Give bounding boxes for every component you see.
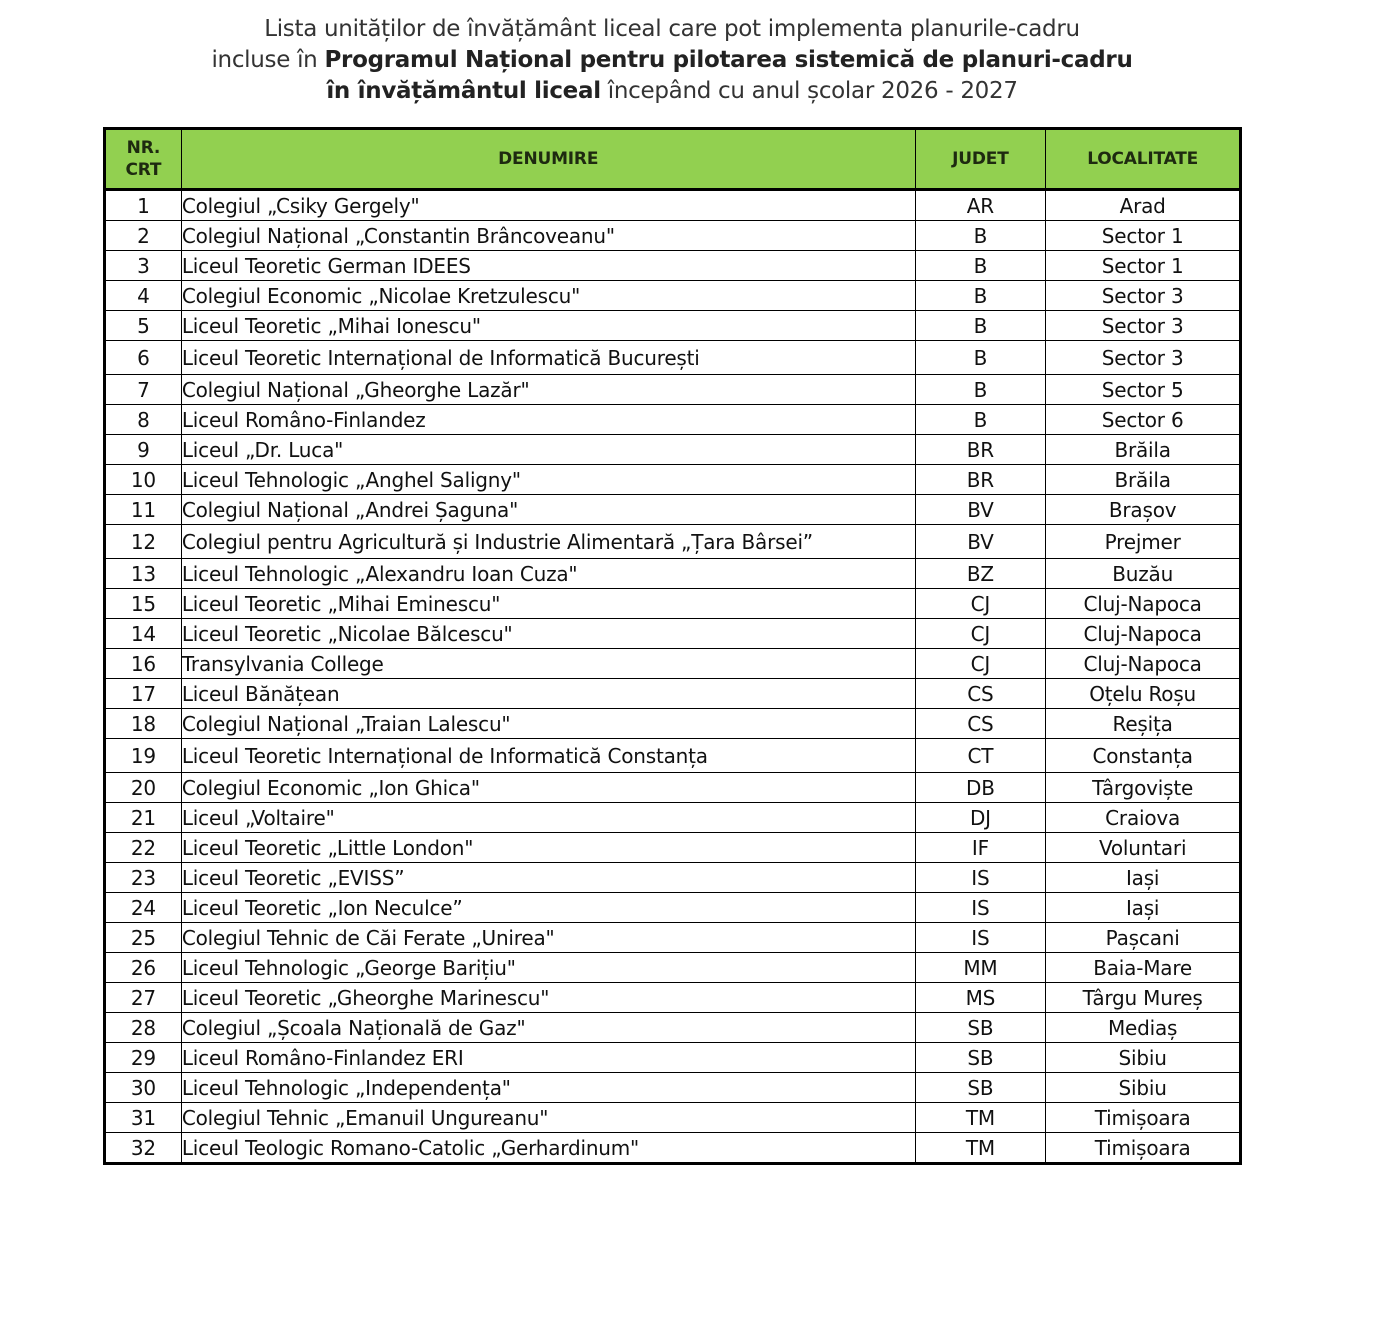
table-row	[105, 559, 1241, 589]
cell-nr: 6	[105, 341, 182, 375]
cell-localitate: Sector 1	[1046, 221, 1241, 251]
table-row	[105, 281, 1241, 311]
cell-nr: 25	[105, 923, 182, 953]
cell-nr: 7	[105, 375, 182, 405]
cell-denumire: Liceul Teoretic German IDEES	[181, 251, 915, 281]
cell-denumire: Liceul Bănățean	[181, 679, 915, 709]
cell-localitate: Brăila	[1046, 435, 1241, 465]
document-title	[0, 14, 1344, 107]
cell-nr: 29	[105, 1043, 182, 1073]
cell-nr: 27	[105, 983, 182, 1013]
cell-localitate: Târgoviște	[1046, 773, 1241, 803]
table-row	[105, 1073, 1241, 1103]
cell-denumire: Liceul Româno-Finlandez ERI	[181, 1043, 915, 1073]
cell-denumire: Colegiul Tehnic „Emanuil Ungureanu"	[181, 1103, 915, 1133]
cell-localitate: Sector 6	[1046, 405, 1241, 435]
cell-nr: 17	[105, 679, 182, 709]
cell-localitate: Timișoara	[1046, 1133, 1241, 1164]
cell-localitate: Sector 3	[1046, 341, 1241, 375]
table-row	[105, 495, 1241, 525]
table-row	[105, 405, 1241, 435]
cell-nr: 31	[105, 1103, 182, 1133]
cell-denumire: Colegiul Național „Traian Lalescu"	[181, 709, 915, 739]
cell-denumire: Liceul Teoretic Internațional de Informatică Constanța	[181, 739, 915, 773]
cell-denumire: Colegiul „Școala Națională de Gaz"	[181, 1013, 915, 1043]
cell-nr: 30	[105, 1073, 182, 1103]
cell-denumire: Liceul Tehnologic „George Barițiu"	[181, 953, 915, 983]
table-row	[105, 341, 1241, 375]
cell-localitate: Pașcani	[1046, 923, 1241, 953]
table-row	[105, 525, 1241, 559]
cell-nr: 13	[105, 559, 182, 589]
cell-localitate: Sector 3	[1046, 281, 1241, 311]
cell-denumire: Liceul Tehnologic „Alexandru Ioan Cuza"	[181, 559, 915, 589]
table-row	[105, 435, 1241, 465]
header-judet: JUDET	[915, 129, 1046, 190]
cell-localitate: Sibiu	[1046, 1043, 1241, 1073]
table-row	[105, 1103, 1241, 1133]
cell-denumire: Liceul Teoretic „Mihai Eminescu"	[181, 589, 915, 619]
cell-judet: DB	[915, 773, 1046, 803]
cell-nr: 2	[105, 221, 182, 251]
cell-denumire: Colegiul Economic „Nicolae Kretzulescu"	[181, 281, 915, 311]
cell-localitate: Sector 1	[1046, 251, 1241, 281]
header-localitate: LOCALITATE	[1046, 129, 1241, 190]
cell-nr: 21	[105, 803, 182, 833]
cell-denumire: Liceul Româno-Finlandez	[181, 405, 915, 435]
cell-localitate: Voluntari	[1046, 833, 1241, 863]
cell-judet: CT	[915, 739, 1046, 773]
schools-table	[103, 127, 1242, 1165]
cell-nr: 22	[105, 833, 182, 863]
cell-denumire: Liceul Teoretic „Little London"	[181, 833, 915, 863]
table-row	[105, 893, 1241, 923]
cell-nr: 24	[105, 893, 182, 923]
cell-denumire: Liceul „Voltaire"	[181, 803, 915, 833]
cell-judet: SB	[915, 1043, 1046, 1073]
cell-denumire: Colegiul Tehnic de Căi Ferate „Unirea"	[181, 923, 915, 953]
cell-localitate: Arad	[1046, 190, 1241, 221]
cell-denumire: Liceul Teoretic „Nicolae Bălcescu"	[181, 619, 915, 649]
cell-nr: 5	[105, 311, 182, 341]
cell-judet: B	[915, 221, 1046, 251]
cell-judet: SB	[915, 1073, 1046, 1103]
cell-judet: CJ	[915, 649, 1046, 679]
header-nr-crt: NR. CRT	[105, 129, 182, 190]
cell-nr: 14	[105, 619, 182, 649]
table-header-row	[105, 129, 1241, 190]
cell-localitate: Sector 5	[1046, 375, 1241, 405]
cell-denumire: Liceul „Dr. Luca"	[181, 435, 915, 465]
table-row	[105, 251, 1241, 281]
cell-nr: 18	[105, 709, 182, 739]
cell-judet: CS	[915, 679, 1046, 709]
title-line-1: Lista unităților de învățământ liceal care pot implementa planurile-cadru	[264, 16, 1080, 42]
cell-nr: 16	[105, 649, 182, 679]
cell-judet: BV	[915, 525, 1046, 559]
cell-judet: MM	[915, 953, 1046, 983]
cell-denumire: Liceul Teoretic Internațional de Informatică București	[181, 341, 915, 375]
cell-nr: 3	[105, 251, 182, 281]
table-row	[105, 311, 1241, 341]
cell-localitate: Mediaș	[1046, 1013, 1241, 1043]
table-row	[105, 375, 1241, 405]
table-row	[105, 1133, 1241, 1164]
cell-nr: 10	[105, 465, 182, 495]
table-row	[105, 709, 1241, 739]
cell-judet: B	[915, 405, 1046, 435]
cell-localitate: Buzău	[1046, 559, 1241, 589]
header-denumire: DENUMIRE	[181, 129, 915, 190]
cell-localitate: Iași	[1046, 863, 1241, 893]
table-row	[105, 619, 1241, 649]
cell-localitate: Oțelu Roșu	[1046, 679, 1241, 709]
cell-nr: 23	[105, 863, 182, 893]
title-line-2: incluse în Programul Național pentru pilotarea sistemică de planuri-cadru	[211, 47, 1133, 73]
cell-denumire: Transylvania College	[181, 649, 915, 679]
cell-judet: IS	[915, 923, 1046, 953]
table-row	[105, 953, 1241, 983]
cell-localitate: Brașov	[1046, 495, 1241, 525]
cell-judet: B	[915, 375, 1046, 405]
table-row	[105, 773, 1241, 803]
cell-nr: 28	[105, 1013, 182, 1043]
cell-localitate: Sibiu	[1046, 1073, 1241, 1103]
cell-localitate: Baia-Mare	[1046, 953, 1241, 983]
cell-judet: B	[915, 311, 1046, 341]
table-row	[105, 649, 1241, 679]
cell-judet: SB	[915, 1013, 1046, 1043]
cell-nr: 15	[105, 589, 182, 619]
table-row	[105, 739, 1241, 773]
cell-nr: 4	[105, 281, 182, 311]
cell-denumire: Colegiul Național „Constantin Brâncoveanu"	[181, 221, 915, 251]
cell-judet: CJ	[915, 589, 1046, 619]
cell-localitate: Prejmer	[1046, 525, 1241, 559]
cell-nr: 32	[105, 1133, 182, 1164]
cell-denumire: Liceul Teologic Romano-Catolic „Gerhardinum"	[181, 1133, 915, 1164]
cell-localitate: Craiova	[1046, 803, 1241, 833]
cell-nr: 12	[105, 525, 182, 559]
cell-denumire: Colegiul pentru Agricultură și Industrie Alimentară „Țara Bârsei”	[181, 525, 915, 559]
table-row	[105, 923, 1241, 953]
cell-judet: BR	[915, 465, 1046, 495]
title-line-3: în învățământul liceal începând cu anul școlar 2026 - 2027	[326, 78, 1018, 104]
table-row	[105, 803, 1241, 833]
cell-denumire: Liceul Teoretic „Gheorghe Marinescu"	[181, 983, 915, 1013]
cell-denumire: Liceul Teoretic „Mihai Ionescu"	[181, 311, 915, 341]
cell-nr: 26	[105, 953, 182, 983]
cell-judet: BV	[915, 495, 1046, 525]
cell-localitate: Târgu Mureș	[1046, 983, 1241, 1013]
cell-localitate: Sector 3	[1046, 311, 1241, 341]
cell-judet: CS	[915, 709, 1046, 739]
cell-denumire: Colegiul Național „Andrei Șaguna"	[181, 495, 915, 525]
table-row	[105, 1043, 1241, 1073]
cell-nr: 8	[105, 405, 182, 435]
cell-denumire: Colegiul Economic „Ion Ghica"	[181, 773, 915, 803]
cell-denumire: Colegiul „Csiky Gergely"	[181, 190, 915, 221]
cell-localitate: Brăila	[1046, 465, 1241, 495]
cell-localitate: Timișoara	[1046, 1103, 1241, 1133]
table-row	[105, 465, 1241, 495]
cell-denumire: Liceul Teoretic „Ion Neculce”	[181, 893, 915, 923]
cell-nr: 20	[105, 773, 182, 803]
cell-nr: 19	[105, 739, 182, 773]
cell-judet: DJ	[915, 803, 1046, 833]
cell-judet: BR	[915, 435, 1046, 465]
cell-denumire: Liceul Tehnologic „Independența"	[181, 1073, 915, 1103]
table-row	[105, 983, 1241, 1013]
cell-localitate: Cluj-Napoca	[1046, 589, 1241, 619]
table-row	[105, 589, 1241, 619]
cell-nr: 9	[105, 435, 182, 465]
cell-localitate: Constanța	[1046, 739, 1241, 773]
table-row	[105, 1013, 1241, 1043]
table-row	[105, 221, 1241, 251]
cell-judet: IS	[915, 863, 1046, 893]
cell-localitate: Iași	[1046, 893, 1241, 923]
cell-judet: IF	[915, 833, 1046, 863]
cell-judet: B	[915, 281, 1046, 311]
cell-denumire: Liceul Teoretic „EVISS”	[181, 863, 915, 893]
cell-denumire: Liceul Tehnologic „Anghel Saligny"	[181, 465, 915, 495]
cell-judet: BZ	[915, 559, 1046, 589]
cell-localitate: Cluj-Napoca	[1046, 619, 1241, 649]
cell-nr: 11	[105, 495, 182, 525]
cell-judet: CJ	[915, 619, 1046, 649]
cell-denumire: Colegiul Național „Gheorghe Lazăr"	[181, 375, 915, 405]
table-row	[105, 833, 1241, 863]
cell-judet: B	[915, 341, 1046, 375]
cell-judet: IS	[915, 893, 1046, 923]
cell-judet: TM	[915, 1103, 1046, 1133]
cell-localitate: Reșița	[1046, 709, 1241, 739]
cell-localitate: Cluj-Napoca	[1046, 649, 1241, 679]
table-row	[105, 863, 1241, 893]
cell-judet: MS	[915, 983, 1046, 1013]
table-row	[105, 190, 1241, 221]
cell-judet: TM	[915, 1133, 1046, 1164]
cell-judet: B	[915, 251, 1046, 281]
cell-judet: AR	[915, 190, 1046, 221]
table-row	[105, 679, 1241, 709]
cell-nr: 1	[105, 190, 182, 221]
